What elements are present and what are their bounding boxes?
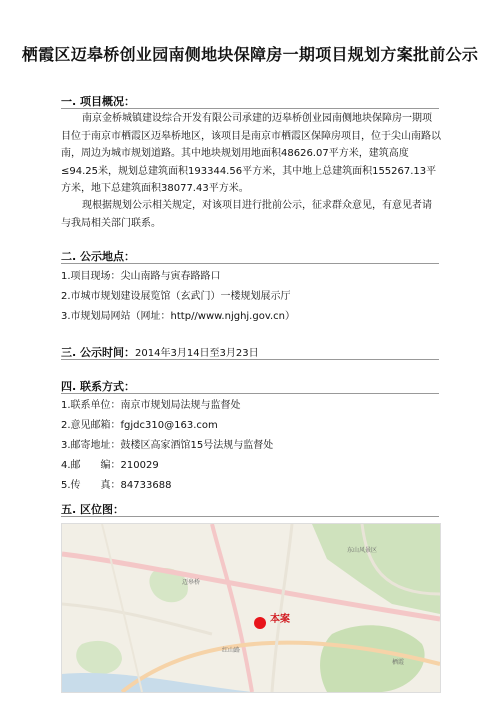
map-label: 栖霞 [392,659,405,666]
map-label: 东山风景区 [347,547,378,554]
contact-item: 5.传 真：84733688 [61,480,172,491]
contact-item: 1.联系单位：南京市规划局法规与监督处 [61,400,241,411]
project-marker-icon [254,617,266,629]
overview-paragraph-1: 南京金桥城镇建设综合开发有限公司承建的迈皋桥创业园南侧地块保障房一期项目位于南京市栖霞区迈皋桥地区，该项目是南京市栖霞区保障房项目，位于尖山南路以南，周边为城市规划道路。其中地块规划用地面积48626.07平方米，建筑高度≤94.25米，规划总建筑面积193344.56平方米，其中地上总建筑面积155267.13平方米，地下总建筑面积38077.43平方米。 [61,113,441,194]
map-label: 迈皋桥 [182,579,201,586]
page-title: 栖霞区迈皋桥创业园南侧地块保障房一期项目规划方案批前公示 [21,45,479,64]
overview-paragraph-2: 现根据规划公示相关规定，对该项目进行批前公示，征求群众意见，有意见者请与我局相关部门联系。 [61,200,432,229]
location-item: 3.市规划局网站（网址：http//www.njghj.gov.cn） [61,311,295,322]
location-item: 1.项目现场：尖山南路与寅春路路口 [61,271,221,282]
marker-label: 本案 [270,614,290,625]
location-item: 2.市城市规划建设展览馆（玄武门）一楼规划展示厅 [61,291,291,302]
contact-item: 2.意见邮箱：fgjdc310@163.com [61,420,218,431]
divider [61,393,439,394]
map-heading: 五. 区位图： [61,503,125,516]
time-value: 2014年3月14日至3月23日 [135,348,259,359]
contact-item: 3.邮寄地址：鼓楼区高家酒馆15号法规与监督处 [61,440,274,451]
map-graphic [62,524,440,692]
location-map [61,523,441,693]
overview-heading: 一. 项目概况： [61,95,136,108]
time-heading: 三. 公示时间： [61,346,136,359]
divider [61,263,439,264]
divider [61,516,439,517]
map-label: 红山路 [222,647,241,654]
divider [61,108,439,109]
time-row [61,344,259,360]
divider [61,359,439,360]
contact-item: 4.邮 编：210029 [61,460,159,471]
contact-heading: 四. 联系方式： [61,380,136,393]
location-heading: 二. 公示地点： [61,250,136,263]
